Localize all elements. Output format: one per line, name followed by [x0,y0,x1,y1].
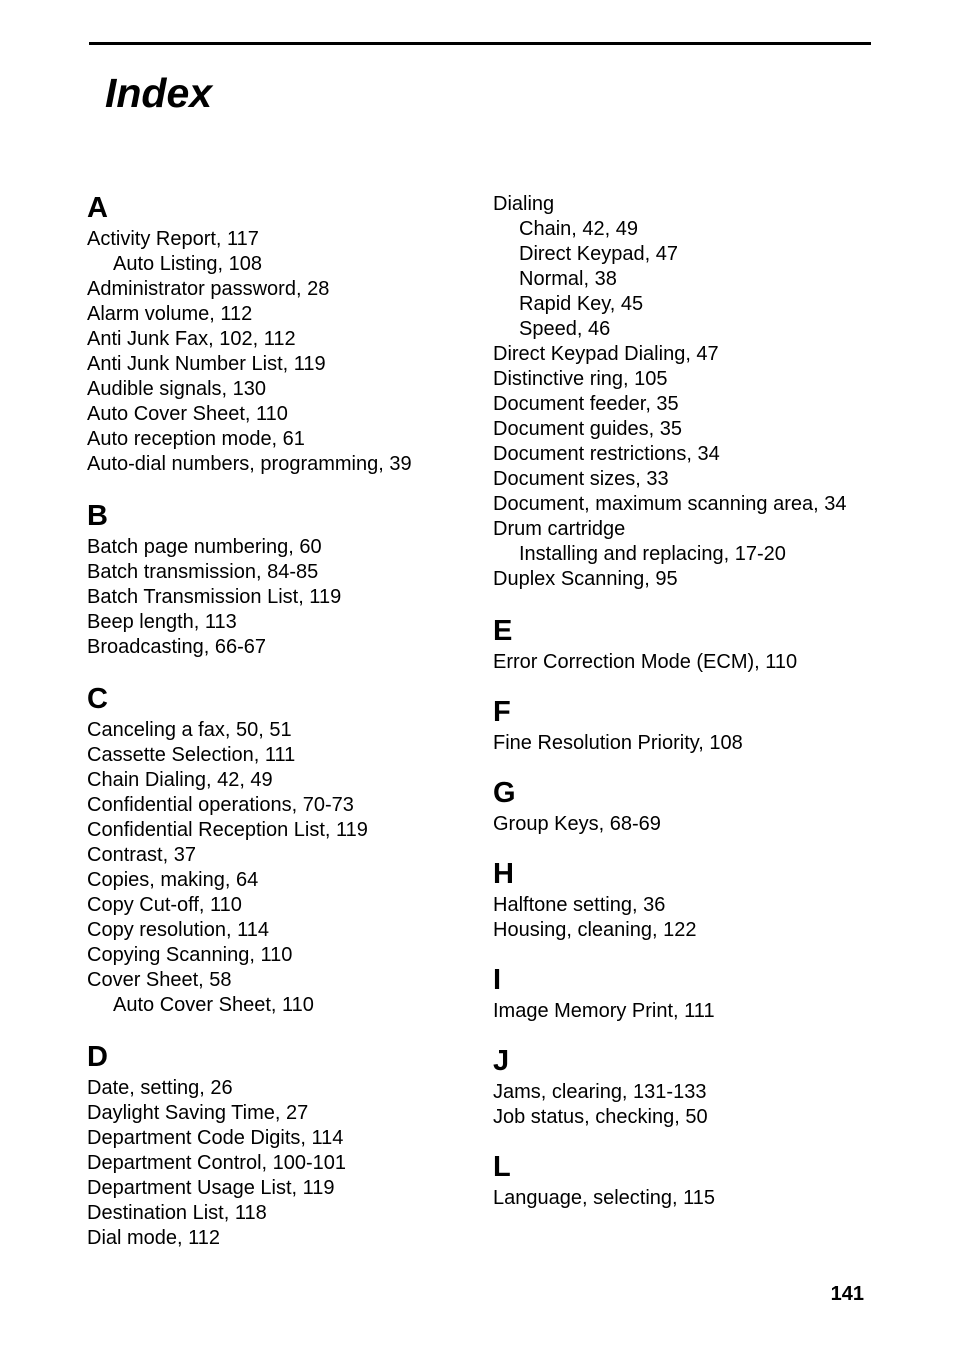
index-subentry: Normal, 38 [519,268,617,290]
index-entry: Destination List, 118 [87,1202,267,1224]
section-letter: C [87,683,108,715]
index-entry: Cover Sheet, 58 [87,969,232,991]
index-entry: Dial mode, 112 [87,1227,221,1249]
index-entry: Fine Resolution Priority, 108 [493,732,743,754]
index-entry: Jams, clearing, 131-133 [493,1081,707,1103]
index-section-l [493,1151,893,1211]
index-entry: Department Code Digits, 114 [87,1127,344,1149]
index-section-d [87,1041,477,1251]
index-entry: Anti Junk Fax, 102, 112 [87,328,296,350]
index-entry: Canceling a fax, 50, 51 [87,719,292,741]
index-subentry: Auto Cover Sheet, 110 [113,994,314,1016]
page-number: 141 [830,1283,864,1305]
index-section-h [493,858,893,943]
index-section-b [87,500,477,660]
index-column-right [493,192,893,1232]
index-section-e [493,615,893,675]
index-subentry: Installing and replacing, 17-20 [519,543,786,565]
index-entry: Halftone setting, 36 [493,894,666,916]
index-subentry: Chain, 42, 49 [519,218,638,240]
section-letter: A [87,192,108,224]
index-entry: Copy Cut-off, 110 [87,894,242,916]
section-letter: L [493,1151,511,1183]
index-entry: Document restrictions, 34 [493,443,720,465]
page-title: Index [105,70,213,116]
section-letter: F [493,696,511,728]
section-letter: G [493,777,516,809]
index-entry: Date, setting, 26 [87,1077,233,1099]
index-entry: Dialing [493,193,555,215]
index-entry: Document feeder, 35 [493,393,679,415]
index-entry: Contrast, 37 [87,844,196,866]
index-entry: Department Control, 100-101 [87,1152,347,1174]
index-section-a [87,192,477,477]
index-entry: Drum cartridge [493,518,626,540]
index-section-i [493,964,893,1024]
index-entry: Document guides, 35 [493,418,683,440]
index-subentry: Auto Listing, 108 [113,253,262,275]
top-rule [89,42,871,45]
index-entry: Group Keys, 68-69 [493,813,661,835]
index-section-f [493,696,893,756]
index-entry: Copying Scanning, 110 [87,944,293,966]
index-entry: Administrator password, 28 [87,278,330,300]
index-entry: Copies, making, 64 [87,869,259,891]
index-entry: Document, maximum scanning area, 34 [493,493,847,515]
index-entry: Duplex Scanning, 95 [493,568,678,590]
index-entry: Batch page numbering, 60 [87,536,322,558]
section-letter: J [493,1045,510,1077]
index-section-j [493,1045,893,1130]
index-entry: Daylight Saving Time, 27 [87,1102,309,1124]
index-entry: Broadcasting, 66-67 [87,636,267,658]
index-subentry: Rapid Key, 45 [519,293,644,315]
index-entry: Auto reception mode, 61 [87,428,305,450]
index-entry: Distinctive ring, 105 [493,368,668,390]
section-letter: B [87,500,108,532]
index-subentry: Direct Keypad, 47 [519,243,678,265]
index-column-left [87,192,477,1274]
index-entry: Image Memory Print, 111 [493,1000,715,1022]
index-section-g [493,777,893,837]
index-entry: Direct Keypad Dialing, 47 [493,343,719,365]
section-letter: I [493,964,502,996]
index-entry: Auto Cover Sheet, 110 [87,403,288,425]
index-entry: Alarm volume, 112 [87,303,253,325]
index-entry: Auto-dial numbers, programming, 39 [87,453,412,475]
index-entry: Batch transmission, 84-85 [87,561,319,583]
index-entry: Audible signals, 130 [87,378,267,400]
index-entry: Error Correction Mode (ECM), 110 [493,651,798,673]
index-section-c [87,683,477,1018]
index-entry: Cassette Selection, 111 [87,744,296,766]
index-entry: Beep length, 113 [87,611,237,633]
index-entry: Anti Junk Number List, 119 [87,353,326,375]
index-subentry: Speed, 46 [519,318,611,340]
section-letter: H [493,858,514,890]
index-entry: Confidential operations, 70-73 [87,794,354,816]
index-entry: Language, selecting, 115 [493,1187,716,1209]
index-entry: Chain Dialing, 42, 49 [87,769,273,791]
index-entry: Copy resolution, 114 [87,919,269,941]
section-letter: E [493,615,513,647]
index-entry: Activity Report, 117 [87,228,259,250]
index-entry: Batch Transmission List, 119 [87,586,342,608]
index-entry: Job status, checking, 50 [493,1106,708,1128]
index-section-d-continued [493,192,893,592]
index-entry: Housing, cleaning, 122 [493,919,697,941]
index-entry: Confidential Reception List, 119 [87,819,368,841]
section-letter: D [87,1041,108,1073]
index-entry: Department Usage List, 119 [87,1177,335,1199]
index-entry: Document sizes, 33 [493,468,669,490]
